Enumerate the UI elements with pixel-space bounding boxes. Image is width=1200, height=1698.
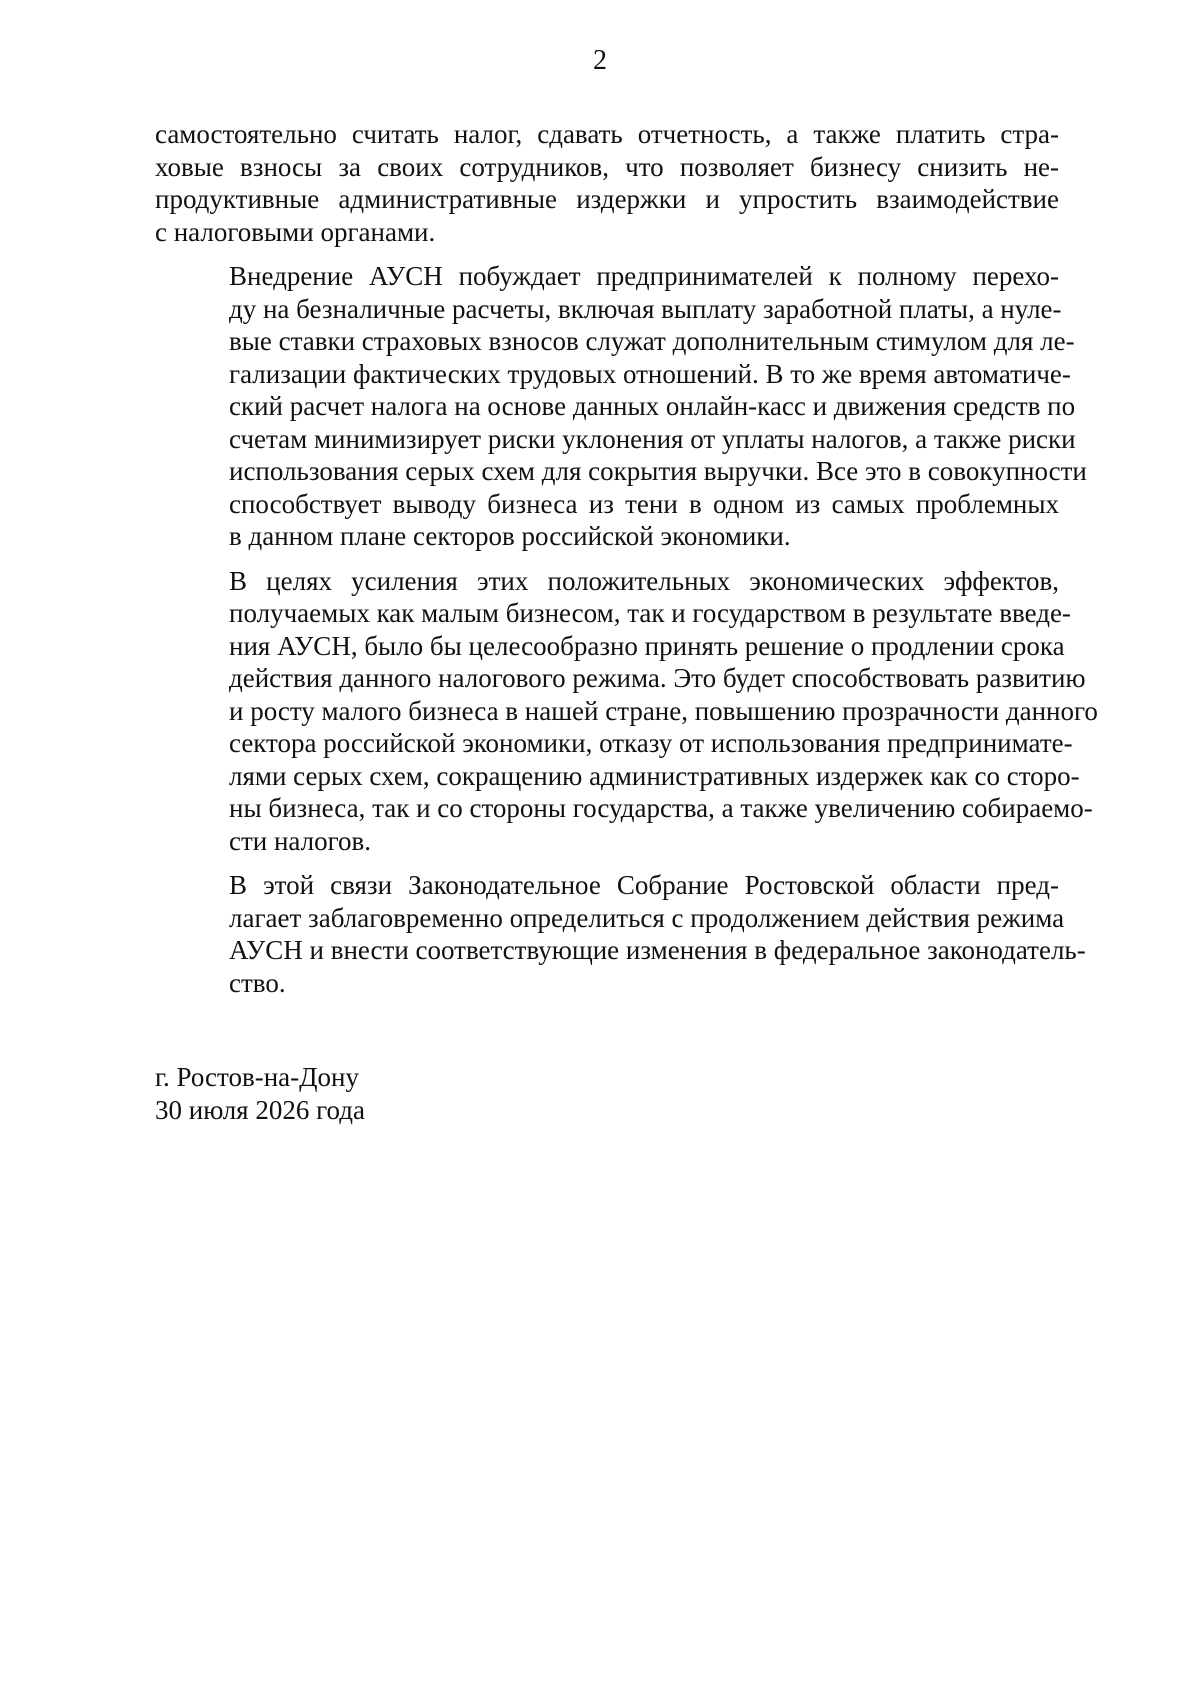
text-line: сектора российской экономики, отказу от использования предпринимате-: [229, 728, 1073, 758]
paragraph-proposal: [155, 869, 1086, 999]
text-line: гализации фактических трудовых отношений. В то же время автоматиче-: [229, 358, 1071, 389]
text-line: лями серых схем, сокращению административных издержек как со сторо-: [229, 760, 1080, 791]
document-body: [155, 118, 1098, 1011]
text-line: действия данного налогового режима. Это будет способствовать развитию: [229, 663, 1086, 693]
text-line: продуктивные административные издержки и упростить взаимодействие: [155, 184, 1059, 214]
place-and-date: [155, 1061, 365, 1127]
text-line: ство.: [229, 967, 286, 998]
text-line: ский расчет налога на основе данных онлайн-касс и движения средств по: [229, 391, 1076, 421]
text-line: ду на безналичные расчеты, включая выплату заработной платы, а нуле-: [229, 293, 1062, 324]
text-line: получаемых как малым бизнесом, так и государством в результате введе-: [229, 598, 1071, 628]
paragraph-ausn-introduction: [155, 260, 1087, 553]
text-line: и росту малого бизнеса в нашей стране, повышению прозрачности данного: [229, 695, 1098, 726]
text-line: счетам минимизирует риски уклонения от уплаты налогов, а также риски: [229, 423, 1076, 454]
text-line: Внедрение АУСН побуждает предпринимателей к полному перехо-: [229, 261, 1059, 291]
text-line: самостоятельно считать налог, сдавать отчетность, а также платить стра-: [155, 119, 1059, 149]
text-line: с налоговыми органами.: [155, 216, 436, 247]
text-line: в данном плане секторов российской экономики.: [229, 521, 791, 551]
text-line: ны бизнеса, так и со стороны государства, а также увеличению собираемо-: [229, 793, 1093, 823]
text-line: АУСН и внести соответствующие изменения в федеральное законодатель-: [229, 935, 1086, 965]
text-line: вые ставки страховых взносов служат дополнительным стимулом для ле-: [229, 326, 1075, 356]
text-line: сти налогов.: [229, 825, 372, 856]
page-number: 2: [593, 45, 607, 76]
text-line: В этой связи Законодательное Собрание Ростовской области пред-: [229, 870, 1059, 900]
paragraph-economic-effects: [155, 565, 1098, 858]
date: 30 июля 2026 года: [155, 1095, 365, 1125]
text-line: лагает заблаговременно определиться с продолжением действия режима: [229, 902, 1065, 933]
text-line: ховые взносы за своих сотрудников, что позволяет бизнесу снизить не-: [155, 151, 1059, 182]
text-line: использования серых схем для сокрытия выручки. Все это в совокупности: [229, 456, 1087, 486]
paragraph-continuation: [155, 118, 1059, 248]
text-line: ния АУСН, было бы целесообразно принять решение о продлении срока: [229, 630, 1065, 661]
text-line: В целях усиления этих положительных экономических эффектов,: [229, 565, 1059, 596]
place: г. Ростов-на-Дону: [155, 1062, 360, 1092]
text-line: способствует выводу бизнеса из тени в одном из самых проблемных: [229, 488, 1059, 519]
